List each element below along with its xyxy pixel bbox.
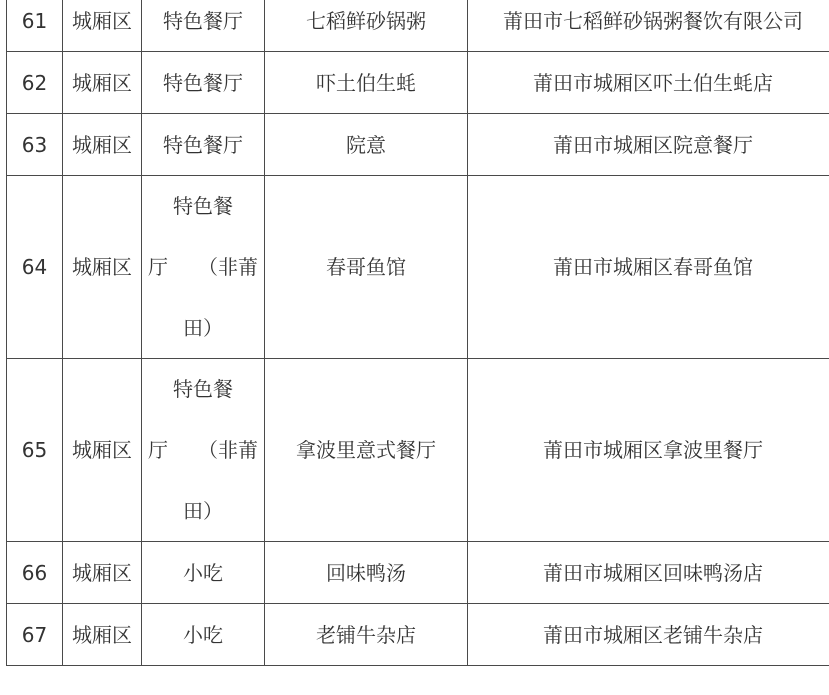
cell-number: 61 [7,0,63,52]
cell-company-name: 莆田市城厢区吓土伯生蚝店 [468,52,829,114]
cell-company-name: 莆田市城厢区老铺牛杂店 [468,604,829,666]
cell-number: 66 [7,542,63,604]
cell-district: 城厢区 [63,176,142,359]
cell-restaurant-name: 七稻鲜砂锅粥 [265,0,468,52]
cell-restaurant-name: 回味鸭汤 [265,542,468,604]
category-line [146,237,260,298]
table-row [7,359,829,542]
cell-company-name: 莆田市七稻鲜砂锅粥餐饮有限公司 [468,0,829,52]
cell-category [142,359,265,542]
cell-category: 特色餐厅 [142,52,265,114]
cell-restaurant-name: 吓土伯生蚝 [265,52,468,114]
cell-category: 小吃 [142,542,265,604]
category-line [146,420,260,481]
category-line-part: （非莆 [198,254,258,279]
cell-company-name: 莆田市城厢区拿波里餐厅 [468,359,829,542]
cell-number: 64 [7,176,63,359]
cell-company-name: 莆田市城厢区春哥鱼馆 [468,176,829,359]
cell-restaurant-name: 春哥鱼馆 [265,176,468,359]
cell-restaurant-name: 拿波里意式餐厅 [265,359,468,542]
table-row [7,0,829,52]
cell-number: 63 [7,114,63,176]
cell-restaurant-name: 老铺牛杂店 [265,604,468,666]
category-line: 特色餐 [173,193,233,218]
category-line: 田） [183,315,223,340]
cell-category: 特色餐厅 [142,0,265,52]
cell-company-name: 莆田市城厢区回味鸭汤店 [468,542,829,604]
restaurant-list-table [6,0,829,666]
category-line: 田） [183,498,223,523]
cell-company-name: 莆田市城厢区院意餐厅 [468,114,829,176]
cell-category [142,176,265,359]
table-row [7,604,829,666]
cell-district: 城厢区 [63,604,142,666]
cell-category: 小吃 [142,604,265,666]
cell-district: 城厢区 [63,542,142,604]
table-row [7,52,829,114]
table-row [7,542,829,604]
cell-district: 城厢区 [63,359,142,542]
cell-district: 城厢区 [63,52,142,114]
cell-category: 特色餐厅 [142,114,265,176]
table-row [7,114,829,176]
cell-district: 城厢区 [63,114,142,176]
category-line-part: 厅 [148,254,168,279]
table-row [7,176,829,359]
cell-number: 65 [7,359,63,542]
category-line-part: 厅 [148,437,168,462]
cell-number: 67 [7,604,63,666]
category-line-part: （非莆 [198,437,258,462]
category-line: 特色餐 [173,376,233,401]
cell-number: 62 [7,52,63,114]
category-wrapped-text [146,359,260,541]
cell-restaurant-name: 院意 [265,114,468,176]
cell-district: 城厢区 [63,0,142,52]
category-wrapped-text [146,176,260,358]
